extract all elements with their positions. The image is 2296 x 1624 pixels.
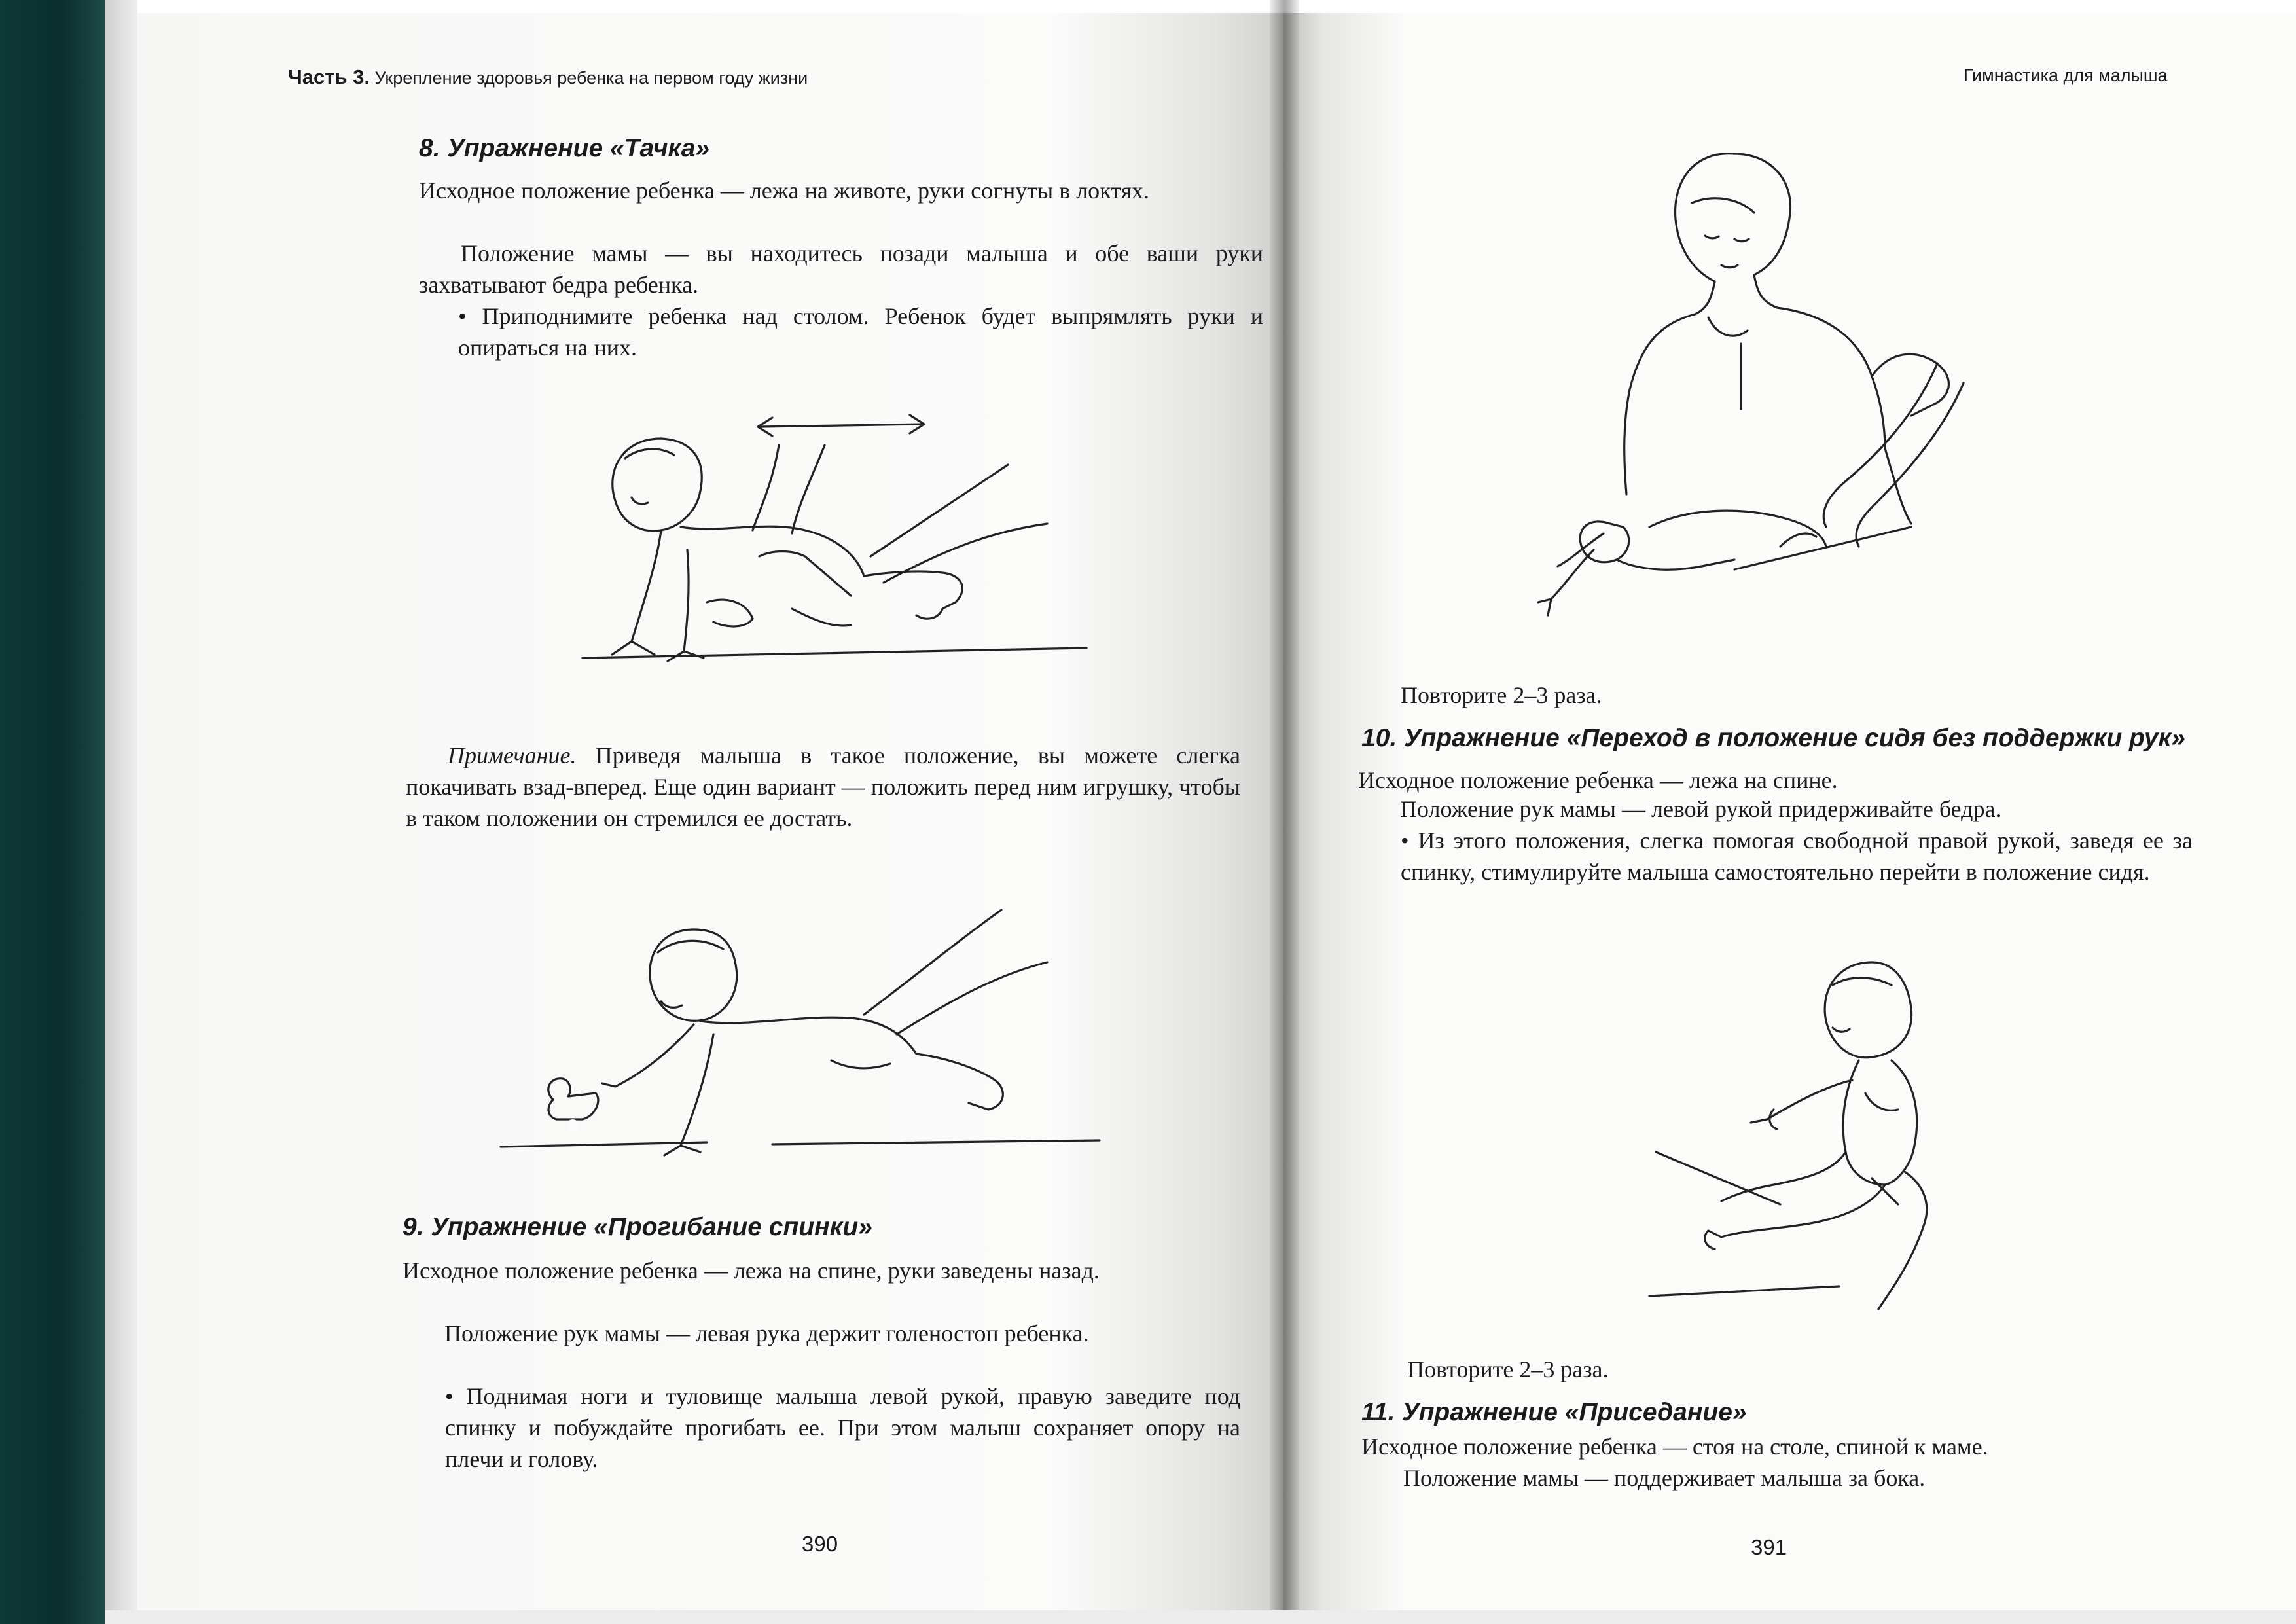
- ex9-p3: • Поднимая ноги и туловище малыша левой рукой, правую заведите под спинку и побуждайте прогибать ее. При этом малыш сохраняет опору на плечи и голову.: [445, 1383, 1240, 1472]
- ex9-heading: 9. Упражнение «Прогибание спинки»: [403, 1213, 872, 1241]
- ex11-p2: Положение мамы — поддерживает малыша за бока.: [1403, 1465, 1926, 1491]
- ex8-p2: Положение мамы — вы находитесь позади малыша и обе ваши руки захватывают бедра ребенка.: [419, 240, 1263, 298]
- note-text: Приведя малыша в такое положение, вы можете слегка покачивать взад-вперед. Еще один вариант — положить перед ним игрушку, чтобы в таком положении он стремился ее достать.: [406, 742, 1240, 831]
- ex11-p1: Исходное положение ребенка — стоя на столе, спиной к маме.: [1361, 1434, 1988, 1460]
- book-gutter: [1270, 0, 1299, 1624]
- ex10-p1: Исходное положение ребенка — лежа на спине.: [1358, 767, 1838, 793]
- page-stack-edge: [105, 0, 137, 1624]
- ex10-p3: • Из этого положения, слегка помогая свободной правой рукой, заведя ее за спинку, стимулируйте малыша самостоятельно перейти в положение сидя.: [1401, 827, 2193, 885]
- repeat-1: Повторите 2–3 раза.: [1401, 682, 1602, 708]
- ex10-heading: 10. Упражнение «Переход в положение сидя без поддержки рук»: [1361, 724, 2185, 752]
- running-head-part: Часть 3.: [288, 65, 370, 88]
- wheelbarrow-illustration: [576, 393, 1113, 674]
- repeat-2: Повторите 2–3 раза.: [1407, 1356, 1609, 1382]
- ex10-p2: Положение рук мамы — левой рукой придерживайте бедра.: [1400, 796, 2001, 822]
- note-label: Примечание.: [448, 742, 577, 768]
- ex8-p3: • Приподнимите ребенка над столом. Ребенок будет выпрямлять руки и опираться на них.: [458, 303, 1263, 361]
- ex11-heading: 11. Упражнение «Приседание»: [1361, 1398, 1747, 1426]
- running-head-title: Укрепление здоровья ребенка на первом году жизни: [374, 68, 808, 88]
- page-number-left: 390: [802, 1532, 838, 1556]
- mother-back-bend-illustration: [1518, 141, 2042, 664]
- ex8-p1: Исходное положение ребенка — лежа на животе, руки согнуты в локтях.: [419, 177, 1149, 204]
- ex8-note: [406, 740, 1240, 834]
- bottom-edge: [105, 1610, 2296, 1624]
- ex9-p2: Положение рук мамы — левая рука держит голеностоп ребенка.: [444, 1320, 1089, 1346]
- sitting-up-illustration: [1558, 956, 1950, 1335]
- page-number-right: 391: [1751, 1535, 1787, 1559]
- reaching-toy-illustration: [497, 903, 1126, 1178]
- right-running-head: Гимнастика для малыша: [1964, 65, 2168, 85]
- ex9-p1: Исходное положение ребенка — лежа на спине, руки заведены назад.: [403, 1257, 1100, 1284]
- book-cover-edge: [0, 0, 105, 1624]
- ex8-heading: 8. Упражнение «Тачка»: [419, 134, 710, 162]
- left-running-head: [288, 65, 808, 89]
